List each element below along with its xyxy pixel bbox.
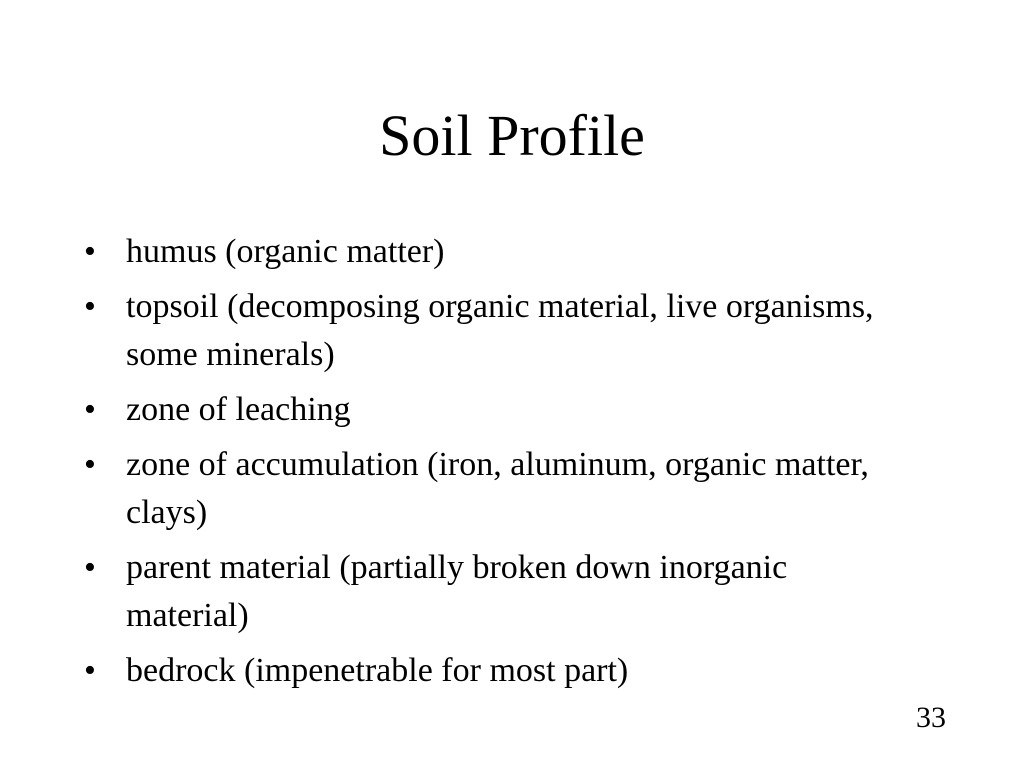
bullet-text: parent material (partially broken down inorganic material) bbox=[126, 549, 788, 634]
slide-title: Soil Profile bbox=[379, 103, 645, 168]
bullet-item-topsoil bbox=[84, 283, 914, 379]
bullet-icon: • bbox=[84, 652, 96, 689]
bullet-icon: • bbox=[84, 446, 96, 483]
bullet-icon: • bbox=[84, 288, 96, 325]
bullet-item-bedrock bbox=[84, 647, 914, 695]
bullet-item-zone-of-leaching bbox=[84, 386, 914, 434]
bullet-item-humus bbox=[84, 228, 914, 276]
bullet-list bbox=[84, 228, 914, 702]
bullet-text: bedrock (impenetrable for most part) bbox=[126, 652, 629, 689]
bullet-item-parent-material bbox=[84, 544, 914, 640]
page-number: 33 bbox=[916, 701, 946, 734]
bullet-text: zone of accumulation (iron, aluminum, organic matter, clays) bbox=[126, 446, 869, 531]
bullet-icon: • bbox=[84, 549, 96, 586]
bullet-item-zone-of-accumulation bbox=[84, 441, 914, 537]
bullet-icon: • bbox=[84, 233, 96, 270]
bullet-text: humus (organic matter) bbox=[126, 233, 445, 270]
bullet-icon: • bbox=[84, 391, 96, 428]
bullet-text: topsoil (decomposing organic material, live organisms, some minerals) bbox=[126, 288, 874, 373]
bullet-text: zone of leaching bbox=[126, 391, 351, 428]
